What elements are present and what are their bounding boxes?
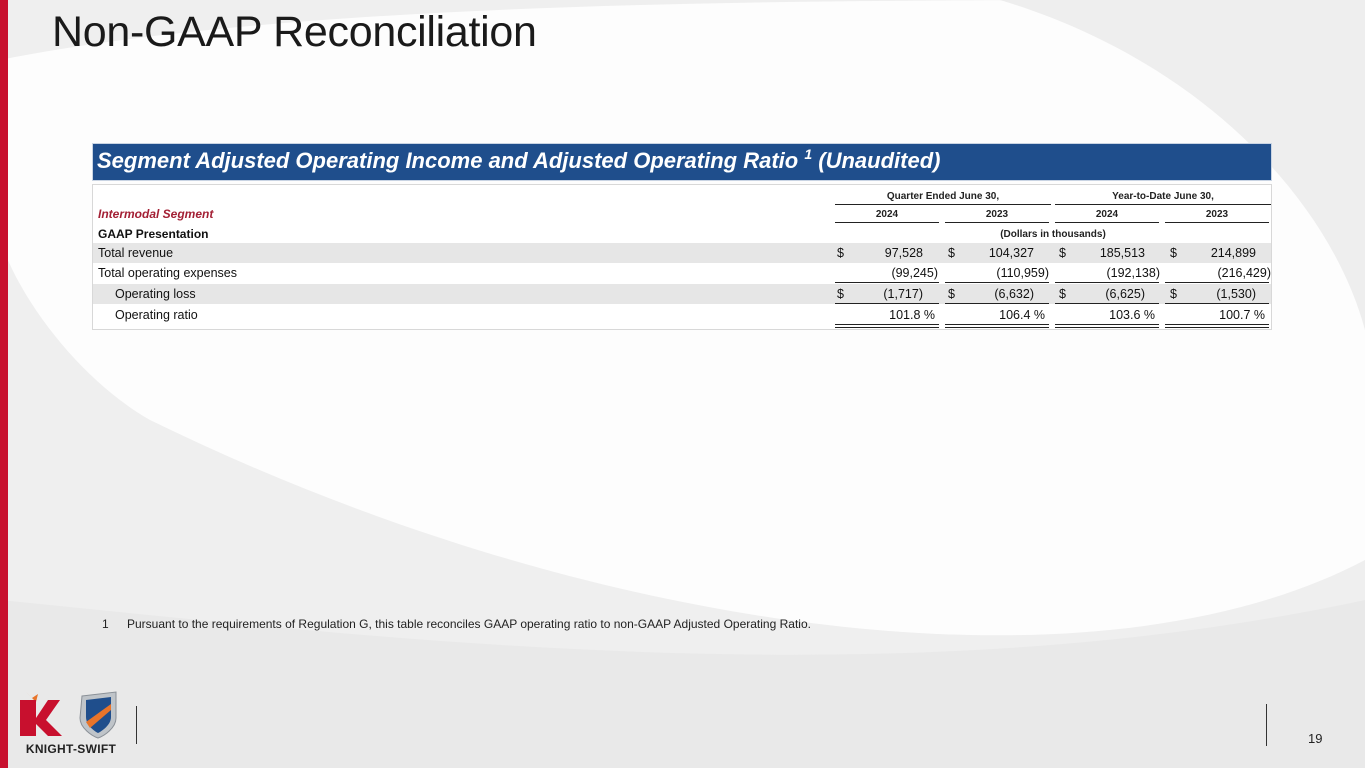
cell-value: (6,625) [1105,287,1145,301]
double-underline [945,327,1049,328]
cell-value: 106.4 % [999,308,1045,322]
double-underline [945,324,1049,325]
footer-divider [136,706,137,744]
cell-value: 214,899 [1210,246,1256,260]
page-title: Non-GAAP Reconciliation [52,8,537,56]
currency-symbol: $ [1170,246,1177,260]
row-label: Operating loss [115,287,196,301]
banner-title: Segment Adjusted Operating Income and Adjusted Operating Ratio [97,148,799,173]
table-row [93,305,1271,325]
cell-value: (216,429) [1217,266,1271,280]
total-underline [945,303,1049,304]
row-label: Total operating expenses [98,266,237,280]
year-underline [1165,222,1269,223]
header-year-to-date: Year-to-Date June 30, [1112,191,1214,202]
row-label: Operating ratio [115,308,198,322]
banner-suffix: (Unaudited) [818,148,941,173]
year-underline [1055,222,1159,223]
reconciliation-table [92,184,1272,330]
double-underline [1055,324,1159,325]
column-header-year: 2023 [985,209,1009,220]
table-row [93,243,1271,263]
year-underline [835,222,939,223]
currency-symbol: $ [948,246,955,260]
year-underline [945,222,1049,223]
subtotal-underline [945,282,1049,283]
cell-value: (1,717) [883,287,923,301]
company-logo [16,688,126,760]
cell-value: (6,632) [994,287,1034,301]
cell-value: 185,513 [1099,246,1145,260]
total-underline [1165,303,1269,304]
header-underline [1055,204,1271,205]
page-number: 19 [1308,731,1323,746]
presentation-label: GAAP Presentation [98,227,209,241]
double-underline [1165,324,1269,325]
subtotal-underline [1165,282,1269,283]
segment-label: Intermodal Segment [98,207,214,221]
double-underline [835,327,939,328]
cell-value: (99,245) [891,266,938,280]
cell-value: (1,530) [1216,287,1256,301]
footnote-text: Pursuant to the requirements of Regulation G, this table reconciles GAAP operating ratio to non-GAAP Adjusted Operating Ratio. [127,617,811,631]
units-label: (Dollars in thousands) [1000,229,1106,240]
currency-symbol: $ [948,287,955,301]
row-label: Total revenue [98,246,174,260]
knight-swift-logo-icon [16,688,126,740]
cell-value: 103.6 % [1109,308,1155,322]
cell-value: 100.7 % [1219,308,1265,322]
footnote [102,617,811,631]
cell-value: (110,959) [996,266,1049,280]
cell-value: (192,138) [1106,266,1160,280]
banner-footnote-marker: 1 [804,146,813,162]
footnote-number: 1 [102,617,109,631]
brand-name: KNIGHT-SWIFT [25,742,117,756]
currency-symbol: $ [837,287,844,301]
total-underline [835,303,939,304]
subtotal-underline [1055,282,1159,283]
column-header-year: 2023 [1205,209,1229,220]
double-underline [835,324,939,325]
table-row [93,263,1271,283]
cell-value: 101.8 % [889,308,935,322]
header-quarter-ended: Quarter Ended June 30, [886,191,1000,202]
currency-symbol: $ [1059,287,1066,301]
currency-symbol: $ [1059,246,1066,260]
footer-divider [1266,704,1267,746]
subtotal-underline [835,282,939,283]
total-underline [1055,303,1159,304]
column-header-year: 2024 [875,209,899,220]
table-row [93,284,1271,304]
double-underline [1165,327,1269,328]
currency-symbol: $ [837,246,844,260]
header-underline [835,204,1051,205]
currency-symbol: $ [1170,287,1177,301]
table-banner [92,143,1272,181]
cell-value: 97,528 [884,246,923,260]
cell-value: 104,327 [988,246,1034,260]
double-underline [1055,327,1159,328]
column-header-year: 2024 [1095,209,1119,220]
accent-bar [0,0,8,768]
